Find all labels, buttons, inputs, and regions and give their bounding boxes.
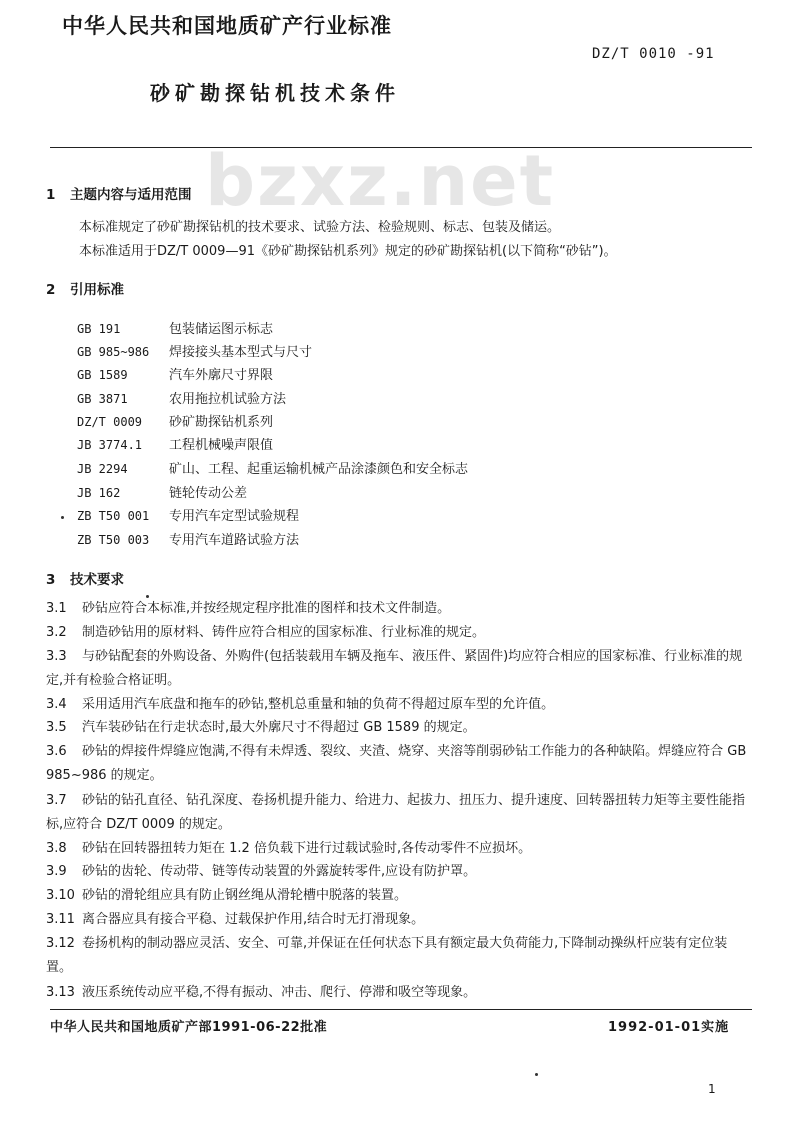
reference-item	[77, 388, 286, 407]
reference-name: 包装储运图示标志	[169, 322, 274, 337]
reference-code: GB 985~986	[77, 345, 150, 359]
reference-item	[77, 364, 273, 383]
clause-text: 液压系统传动应平稳,不得有振动、冲击、爬行、停滞和吸空等现象。	[82, 985, 477, 1000]
reference-name: 专用汽车定型试验规程	[169, 509, 300, 524]
section-2-title: 引用标准	[70, 282, 124, 298]
reference-item	[77, 341, 312, 360]
reference-code: GB 1589	[77, 368, 128, 382]
reference-code: DZ/T 0009	[77, 415, 143, 429]
reference-name: 专用汽车道路试验方法	[169, 533, 300, 548]
reference-item	[77, 411, 273, 430]
clause-number: 3.1	[46, 601, 67, 616]
clause	[46, 645, 750, 692]
implementation-date: 1992-01-01实施	[608, 1020, 730, 1035]
clause-text: 卷扬机构的制动器应灵活、安全、可靠,并保证在任何状态下具有额定最大负荷能力,下降制动操纵杆应装有定位装置。	[46, 936, 728, 975]
section-3-number: 3	[46, 572, 56, 588]
scan-speck	[535, 1073, 538, 1076]
section-2-heading	[46, 278, 124, 298]
clause-number: 3.7	[46, 793, 67, 808]
reference-code: GB 191	[77, 322, 121, 336]
clause-text: 制造砂钻用的原材料、铸件应符合相应的国家标准、行业标准的规定。	[82, 625, 486, 640]
footer-divider	[50, 1009, 752, 1010]
standard-category-title: 中华人民共和国地质矿产行业标准	[62, 14, 392, 38]
section-1-paragraph: 本标准适用于DZ/T 0009—91《砂矿勘探钻机系列》规定的砂矿勘探钻机(以下简称“砂钻”)。	[79, 244, 617, 259]
clause-text: 砂钻应符合本标准,并按经规定程序批准的图样和技术文件制造。	[82, 601, 451, 616]
clause-number: 3.13	[46, 985, 75, 1000]
clause-number: 3.3	[46, 649, 67, 664]
clause-number: 3.6	[46, 744, 67, 759]
clause-number: 3.2	[46, 625, 67, 640]
clause-text: 与砂钻配套的外购设备、外购件(包括装载用车辆及拖车、液压件、紧固件)均应符合相应的国家标准、行业标准的规定,并有检验合格证明。	[46, 649, 743, 688]
clause	[46, 837, 750, 861]
clause-text: 砂钻在回转器扭转力矩在 1.2 倍负载下进行过载试验时,各传动零件不应损坏。	[82, 841, 532, 856]
clause-text: 离合器应具有接合平稳、过载保护作用,结合时无打滑现象。	[82, 912, 425, 927]
reference-item	[77, 505, 299, 524]
reference-name: 砂矿勘探钻机系列	[169, 415, 274, 430]
reference-name: 农用拖拉机试验方法	[169, 392, 287, 407]
section-3-title: 技术要求	[70, 572, 124, 588]
approval-statement: 中华人民共和国地质矿产部1991-06-22批准	[50, 1020, 328, 1035]
scan-speck	[146, 595, 149, 598]
reference-item	[77, 529, 299, 548]
clause	[46, 597, 750, 621]
section-1-paragraph: 本标准规定了砂矿勘探钻机的技术要求、试验方法、检验规则、标志、包装及储运。	[79, 220, 561, 235]
reference-name: 工程机械噪声限值	[169, 438, 274, 453]
reference-name: 焊接接头基本型式与尺寸	[169, 345, 313, 360]
reference-code: GB 3871	[77, 392, 128, 406]
clause-number: 3.9	[46, 864, 67, 879]
section-3-heading	[46, 568, 124, 588]
reference-item	[77, 458, 468, 477]
section-2-number: 2	[46, 282, 56, 298]
reference-name: 汽车外廓尺寸界限	[169, 368, 274, 383]
reference-name: 链轮传动公差	[169, 486, 248, 501]
reference-name: 矿山、工程、起重运输机械产品涂漆颜色和安全标志	[169, 462, 469, 477]
clause-text: 汽车装砂钻在行走状态时,最大外廓尺寸不得超过 GB 1589 的规定。	[82, 720, 476, 735]
clause	[46, 884, 750, 908]
watermark: bzxz.net	[205, 140, 556, 222]
reference-code: ZB T50 001	[77, 509, 150, 523]
clause-number: 3.10	[46, 888, 75, 903]
clause-text: 砂钻的滑轮组应具有防止钢丝绳从滑轮槽中脱落的装置。	[82, 888, 408, 903]
clause-number: 3.8	[46, 841, 67, 856]
document-code: DZ/T 0010 -91	[592, 46, 715, 62]
clause-number: 3.5	[46, 720, 67, 735]
section-1-title: 主题内容与适用范围	[70, 187, 192, 203]
clause-text: 砂钻的齿轮、传动带、链等传动装置的外露旋转零件,应设有防护罩。	[82, 864, 477, 879]
clause	[46, 621, 750, 645]
page-number: 1	[708, 1082, 716, 1096]
clause	[46, 932, 750, 979]
document-title: 砂矿勘探钻机技术条件	[150, 81, 400, 105]
reference-code: JB 162	[77, 486, 121, 500]
clause	[46, 981, 750, 1005]
clause-text: 采用适用汽车底盘和拖车的砂钻,整机总重量和轴的负荷不得超过原车型的允许值。	[82, 697, 555, 712]
section-1-heading	[46, 183, 192, 203]
clause-number: 3.4	[46, 697, 67, 712]
clause-number: 3.11	[46, 912, 75, 927]
clause	[46, 908, 750, 932]
clause	[46, 716, 750, 740]
reference-item	[77, 318, 273, 337]
reference-code: ZB T50 003	[77, 533, 150, 547]
reference-code: JB 2294	[77, 462, 128, 476]
clause	[46, 860, 750, 884]
clause-text: 砂钻的钻孔直径、钻孔深度、卷扬机提升能力、给进力、起拔力、扭压力、提升速度、回转器扭转力矩等主要性能指标,应符合 DZ/T 0009 的规定。	[46, 793, 746, 832]
clause	[46, 740, 750, 787]
clause-text: 砂钻的焊接件焊缝应饱满,不得有未焊透、裂纹、夹渣、烧穿、夹溶等削弱砂钻工作能力的各种缺陷。焊缝应符合 GB 985~986 的规定。	[46, 744, 747, 783]
clause	[46, 693, 750, 717]
section-1-number: 1	[46, 187, 56, 203]
reference-item	[77, 482, 247, 501]
reference-item	[77, 434, 273, 453]
clause	[46, 789, 750, 836]
reference-code: JB 3774.1	[77, 438, 143, 452]
scan-speck	[61, 516, 64, 519]
clause-number: 3.12	[46, 936, 75, 951]
